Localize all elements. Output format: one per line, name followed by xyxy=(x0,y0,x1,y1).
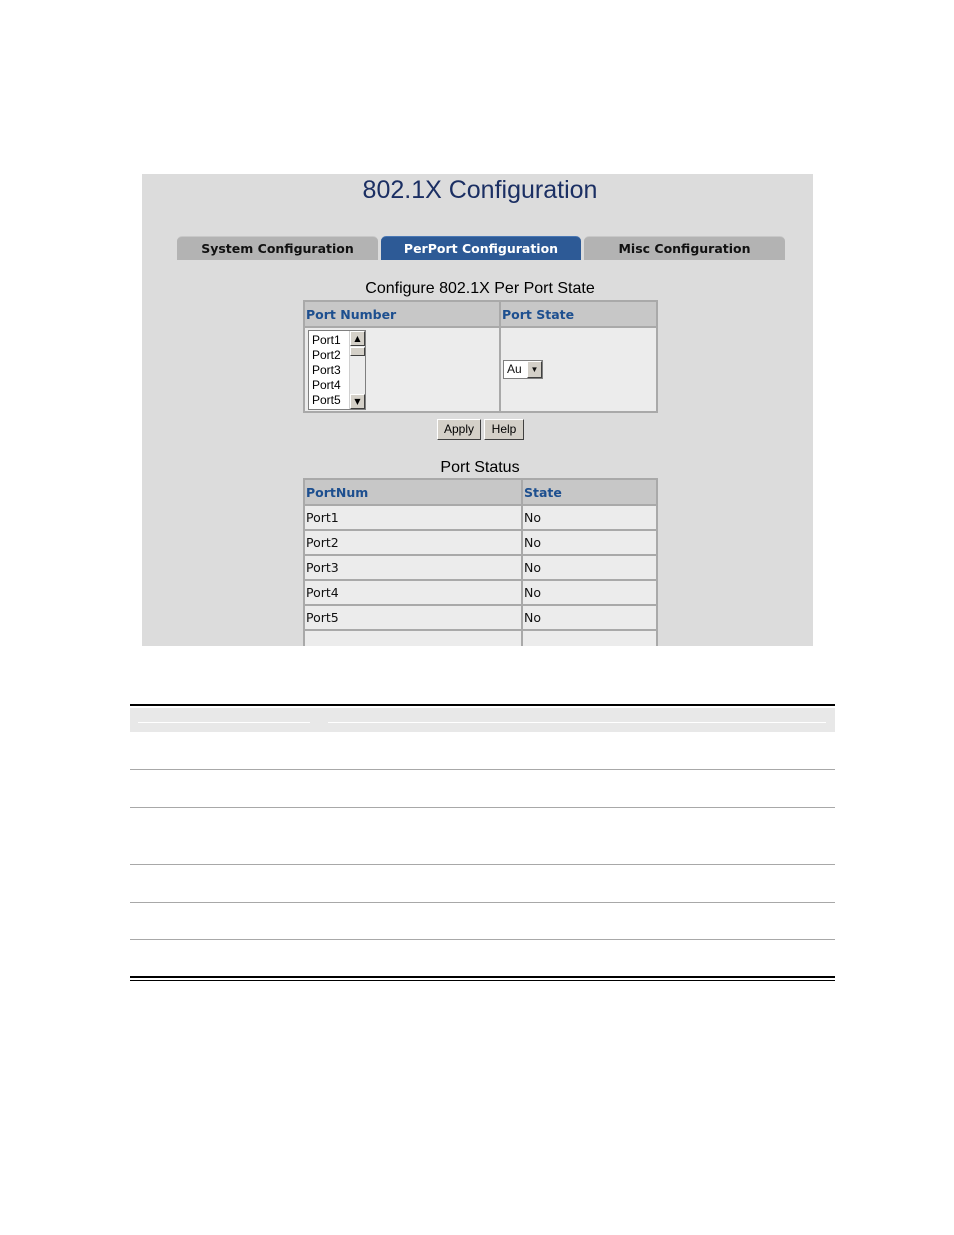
doc-table-row-divider xyxy=(130,807,835,808)
doc-table-header-band xyxy=(130,708,835,732)
port-status-title: Port Status xyxy=(440,459,520,476)
portnum-header: PortNum xyxy=(304,479,522,505)
port-state-select[interactable] xyxy=(503,360,543,379)
state-cell: No xyxy=(522,530,657,555)
port-list-item[interactable]: Port3 xyxy=(312,362,341,377)
port-state-selected-value: Au xyxy=(507,362,522,376)
port-number-header: Port Number xyxy=(304,301,500,327)
port-state-cell xyxy=(500,327,657,412)
port-list-item[interactable]: Port1 xyxy=(312,332,341,347)
doc-table-row-divider xyxy=(130,902,835,903)
portnum-cell: Port1 xyxy=(304,505,522,530)
port-status-table xyxy=(303,478,658,646)
table-row xyxy=(304,505,657,530)
doc-table-bottom-rule xyxy=(130,980,835,981)
state-header: State xyxy=(522,479,657,505)
scrollbar-thumb[interactable] xyxy=(350,347,365,356)
table-row xyxy=(304,605,657,630)
portnum-cell: Port2 xyxy=(304,530,522,555)
doc-table-header-divider xyxy=(328,722,826,723)
tab-system-configuration[interactable]: System Configuration xyxy=(177,236,378,260)
table-row xyxy=(304,580,657,605)
portnum-cell: Port4 xyxy=(304,580,522,605)
doc-table-header-divider xyxy=(138,722,310,723)
port-list xyxy=(312,333,341,409)
scroll-down-arrow-icon[interactable]: ▼ xyxy=(350,394,365,409)
table-row xyxy=(304,630,657,646)
port-list-item[interactable]: Port5 xyxy=(312,393,341,408)
dropdown-arrow-icon[interactable]: ▼ xyxy=(527,361,542,378)
listbox-scrollbar[interactable] xyxy=(349,331,365,409)
doc-table-row-divider xyxy=(130,939,835,940)
table-row xyxy=(304,555,657,580)
state-cell: No xyxy=(522,505,657,530)
port-number-listbox[interactable] xyxy=(308,330,366,410)
per-port-state-title: Configure 802.1X Per Port State xyxy=(365,280,595,297)
port-list-item[interactable]: Port2 xyxy=(312,347,341,362)
portnum-cell: Port3 xyxy=(304,555,522,580)
per-port-state-body-row xyxy=(304,327,657,412)
port-list-item[interactable]: Port4 xyxy=(312,378,341,393)
tab-misc-configuration[interactable]: Misc Configuration xyxy=(584,236,785,260)
per-port-state-table xyxy=(303,300,658,413)
port-number-cell xyxy=(304,327,500,412)
port-state-header: Port State xyxy=(500,301,657,327)
portnum-cell: Port5 xyxy=(304,605,522,630)
state-cell: No xyxy=(522,555,657,580)
state-cell: No xyxy=(522,605,657,630)
port-status-header-row xyxy=(304,479,657,505)
page-title: 802.1X Configuration xyxy=(362,176,598,204)
state-cell xyxy=(522,630,657,646)
screenshot-panel xyxy=(142,174,813,646)
state-cell: No xyxy=(522,580,657,605)
portnum-cell xyxy=(304,630,522,646)
scroll-up-arrow-icon[interactable]: ▲ xyxy=(350,331,365,346)
doc-table-row-divider xyxy=(130,864,835,865)
table-row xyxy=(304,530,657,555)
doc-table-row-divider xyxy=(130,769,835,770)
help-button[interactable]: Help xyxy=(484,419,524,440)
apply-button[interactable]: Apply xyxy=(437,419,481,440)
doc-table-top-rule xyxy=(130,704,835,706)
per-port-state-header-row xyxy=(304,301,657,327)
doc-table-bottom-rule xyxy=(130,976,835,978)
tab-perport-configuration[interactable]: PerPort Configuration xyxy=(381,236,581,260)
